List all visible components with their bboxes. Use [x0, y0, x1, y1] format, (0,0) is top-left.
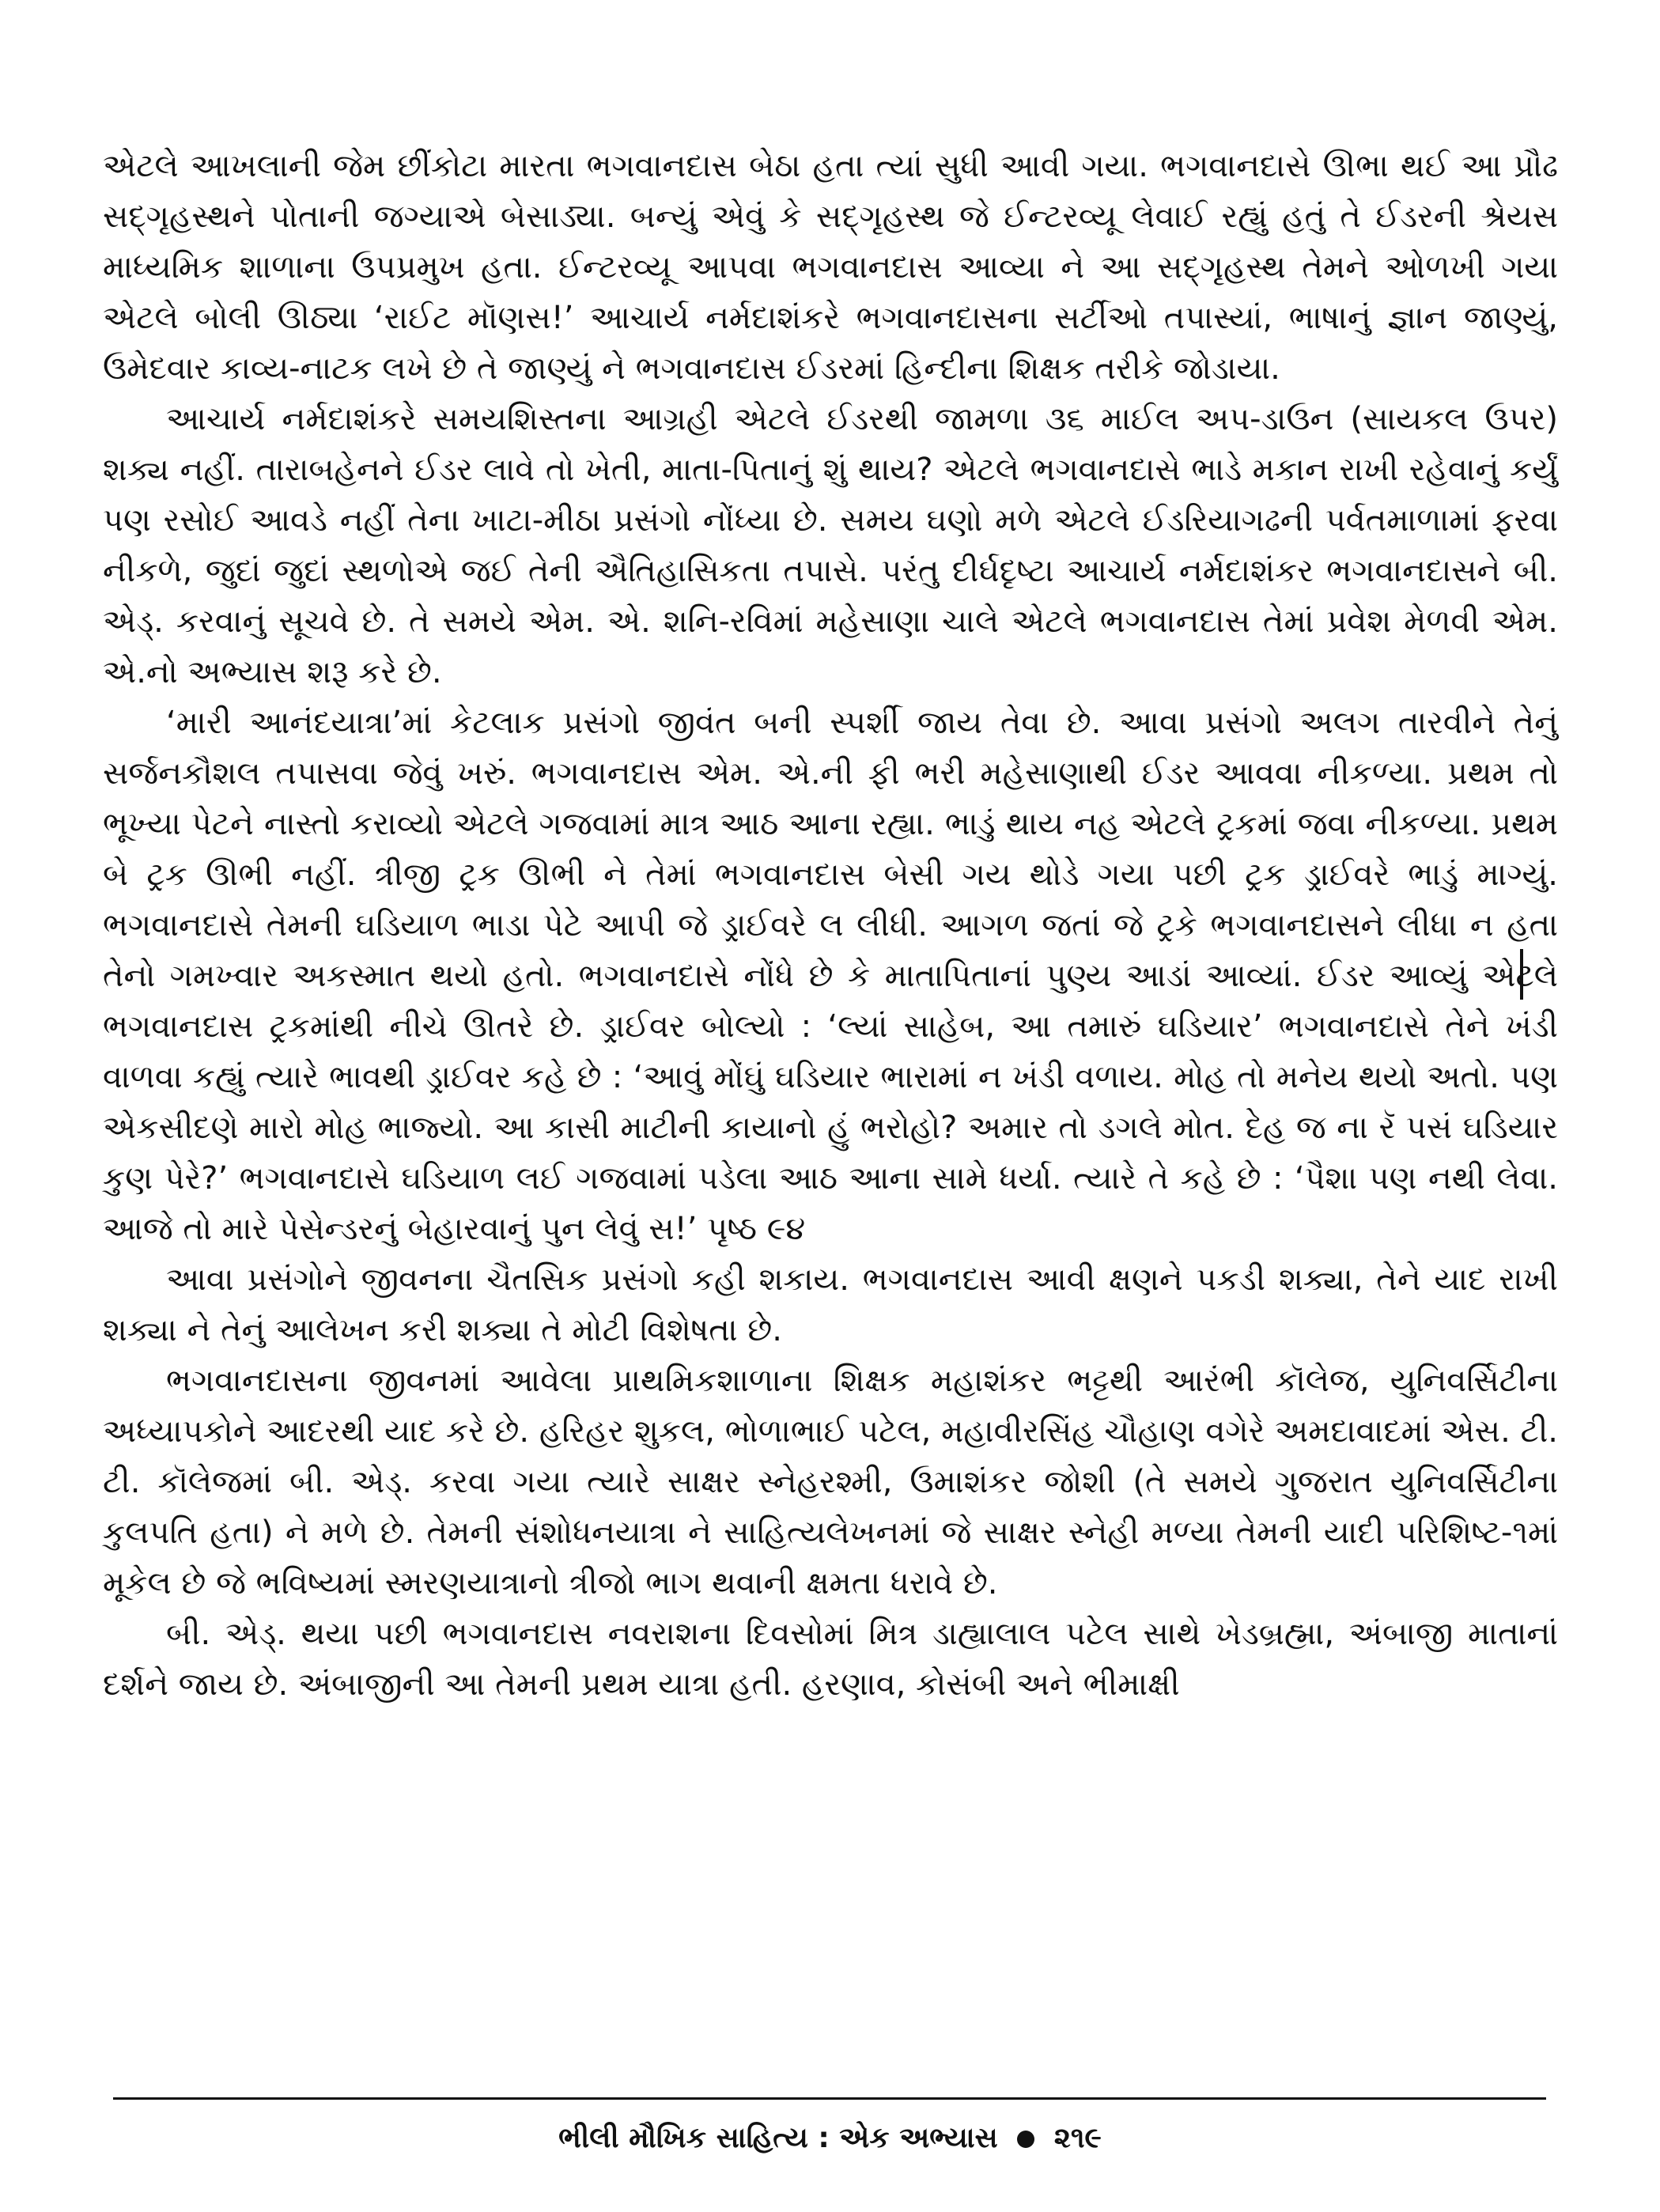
paragraph-1: એટલે આખલાની જેમ છીંકોટા મારતા ભગવાનદાસ બેઠા હતા ત્યાં સુધી આવી ગયા. ભગવાનદાસે ઊભા થઈ આ પ્રૌઢ સદ્‌ગૃહસ્થને પોતાની જગ્યાએ બેસાડ્યા. બન્યું એવું કે સદ્‌ગૃહસ્થ જે ઈન્ટરવ્યૂ લેવાઈ રહ્યું હતું તે ઈડરની શ્રેયસ માધ્યમિક શાળાના ઉપપ્રમુખ હતા. ઈન્ટરવ્યૂ આપવા ભગવાનદાસ આવ્યા ને આ સદ્‌ગૃહસ્થ તેમને ઓળખી ગયા એટલે બોલી ઊઠ્યા ‘રાઈટ મૉણસ!’ આચાર્ય નર્મદાશંકરે ભગવાનદાસના સર્ટીઓ તપાસ્યાં, ભાષાનું જ્ઞાન જાણ્યું, ઉમેદવાર કાવ્ય-નાટક લખે છે તે જાણ્યું ને ભગવાનદાસ ઈડરમાં હિન્દીના શિક્ષક તરીકે જોડાયા.	[103, 148, 1558, 387]
paragraph-3: ‘મારી આનંદયાત્રા’માં કેટલાક પ્રસંગો જીવંત બની સ્પર્શી જાય તેવા છે. આવા પ્રસંગો અલગ તારવીને તેનું સર્જનકૌશલ તપાસવા જેવું ખરું. ભગવાનદાસ એમ. એ.ની ફી ભરી મહેસાણાથી ઈડર આવવા નીકળ્યા. પ્રથમ તો ભૂખ્યા પેટને નાસ્તો કરાવ્યો એટલે ગજવામાં માત્ર આઠ આના રહ્યા. ભાડું થાય નહ એટલે ટ્રકમાં જવા નીકળ્યા. પ્રથમ બે ટ્રક ઊભી નહીં. ત્રીજી ટ્રક ઊભી ને તેમાં ભગવાનદાસ બેસી ગય થોડે ગયા પછી ટ્રક ડ્રાઈવરે ભાડું માગ્યું. ભગવાનદાસે તેમની ઘડિયાળ ભાડા પેટે આપી જે ડ્રાઈવરે લ લીધી. આગળ જતાં જે ટ્રકે ભગવાનદાસને લીધા ન હતા તેનો ગમખ્વાર અકસ્માત થયો હતો. ભગવાનદાસે નોંધે છે કે માતાપિતાનાં પુણ્ય આડાં આવ્યાં. ઈડર આવ્યું એટલે ભગવાનદાસ ટ્રકમાંથી નીચે ઊતરે છે. ડ્રાઈવર બોલ્યો : ‘લ્યાં સાહેબ, આ તમારું ઘડિયાર’ ભગવાનદાસે તેને ખંડી વાળવા કહ્યું ત્યારે ભાવથી ડ્રાઈવર કહે છે : ‘આવું મોંઘું ઘડિયાર ભારામાં ન ખંડી વળાય. મોહ તો મનેય થયો અતો. પણ એકસીદણે મારો મોહ ભાજ્યો. આ કાસી માટીની કાયાનો હું ભરોહો? અમાર તો ડગલે મોત. દેહ જ ના રૅ પસં ઘડિયાર કુણ પેરે?’ ભગવાનદાસે ઘડિયાળ લઈ ગજવામાં પડેલા આઠ આના સામે ધર્યા. ત્યારે તે કહે છે : ‘પૈશા પણ નથી લેવા. આજે તો મારે પેસેન્ડરનું બેહારવાનું પુન લેવું સ!’ પૃષ્ઠ ૯૪	[103, 705, 1559, 1247]
paragraph-4: આવા પ્રસંગોને જીવનના ચૈતસિક પ્રસંગો કહી શકાય. ભગવાનદાસ આવી ક્ષણને પકડી શક્યા, તેને યાદ રાખી શક્યા ને તેનું આલેખન કરી શક્યા તે મોટી વિશેષતા છે.	[103, 1261, 1558, 1348]
paragraph-2: આચાર્ય નર્મદાશંકરે સમયશિસ્તના આગ્રહી એટલે ઈડરથી જામળા ૩૬ માઈલ અપ-ડાઉન (સાયકલ ઉપર) શક્ય નહીં. તારાબહેનને ઈડર લાવે તો ખેતી, માતા-પિતાનું શું થાય? એટલે ભગવાનદાસે ભાડે મકાન રાખી રહેવાનું કર્યું પણ રસોઈ આવડે નહીં તેના ખાટા-મીઠા પ્રસંગો નોંધ્યા છે. સમય ઘણો મળે એટલે ઈડરિયાગઢની પર્વતમાળામાં ફરવા નીકળે, જુદાં જુદાં સ્થળોએ જઈ તેની ઐતિહાસિકતા તપાસે. પરંતુ દીર્ઘદૃષ્ટા આચાર્ય નર્મદાશંકર ભગવાનદાસને બી. એડ્‌. કરવાનું સૂચવે છે. તે સમયે એમ. એ. શનિ-રવિમાં મહેસાણા ચાલે એટલે ભગવાનદાસ તેમાં પ્રવેશ મેળવી એમ. એ.નો અભ્યાસ શરૂ કરે છે.	[103, 401, 1558, 690]
margin-mark	[1520, 949, 1523, 1000]
footer-title: ભીલી મૌખિક સાહિત્ય : એક અભ્યાસ	[558, 2122, 998, 2154]
bullet-icon	[1017, 2131, 1034, 2148]
paragraph-6: બી. એડ્‌. થયા પછી ભગવાનદાસ નવરાશના દિવસોમાં મિત્ર ડાહ્યાલાલ પટેલ સાથે ખેડબ્રહ્મા, અંબાજી માતાનાં દર્શને જાય છે. અંબાજીની આ તેમની પ્રથમ યાત્રા હતી. હરણાવ, કોસંબી અને ભીમાક્ષી	[103, 1616, 1558, 1703]
page-number: ૨૧૯	[1053, 2122, 1102, 2154]
page-body	[103, 141, 1558, 1710]
page-footer	[0, 2119, 1660, 2157]
paragraph-5: ભગવાનદાસના જીવનમાં આવેલા પ્રાથમિકશાળાના શિક્ષક મહાશંકર ભટ્ટથી આરંભી કૉલેજ, યુનિવર્સિટીના અધ્યાપકોને આદરથી યાદ કરે છે. હરિહર શુકલ, ભોળાભાઈ પટેલ, મહાવીરસિંહ ચૌહાણ વગેરે અમદાવાદમાં એસ. ટી. ટી. કૉલેજમાં બી. એડ્‌. કરવા ગયા ત્યારે સાક્ષર સ્નેહરશ્મી, ઉમાશંકર જોશી (તે સમયે ગુજરાત યુનિવર્સિટીના કુલપતિ હતા) ને મળે છે. તેમની સંશોધનયાત્રા ને સાહિત્યલેખનમાં જે સાક્ષર સ્નેહી મળ્યા તેમની યાદી પરિશિષ્ટ-૧માં મૂકેલ છે જે ભવિષ્યમાં સ્મરણયાત્રાનો ત્રીજો ભાગ થવાની ક્ષમતા ધરાવે છે.	[103, 1363, 1558, 1601]
footer-divider	[113, 2097, 1546, 2100]
